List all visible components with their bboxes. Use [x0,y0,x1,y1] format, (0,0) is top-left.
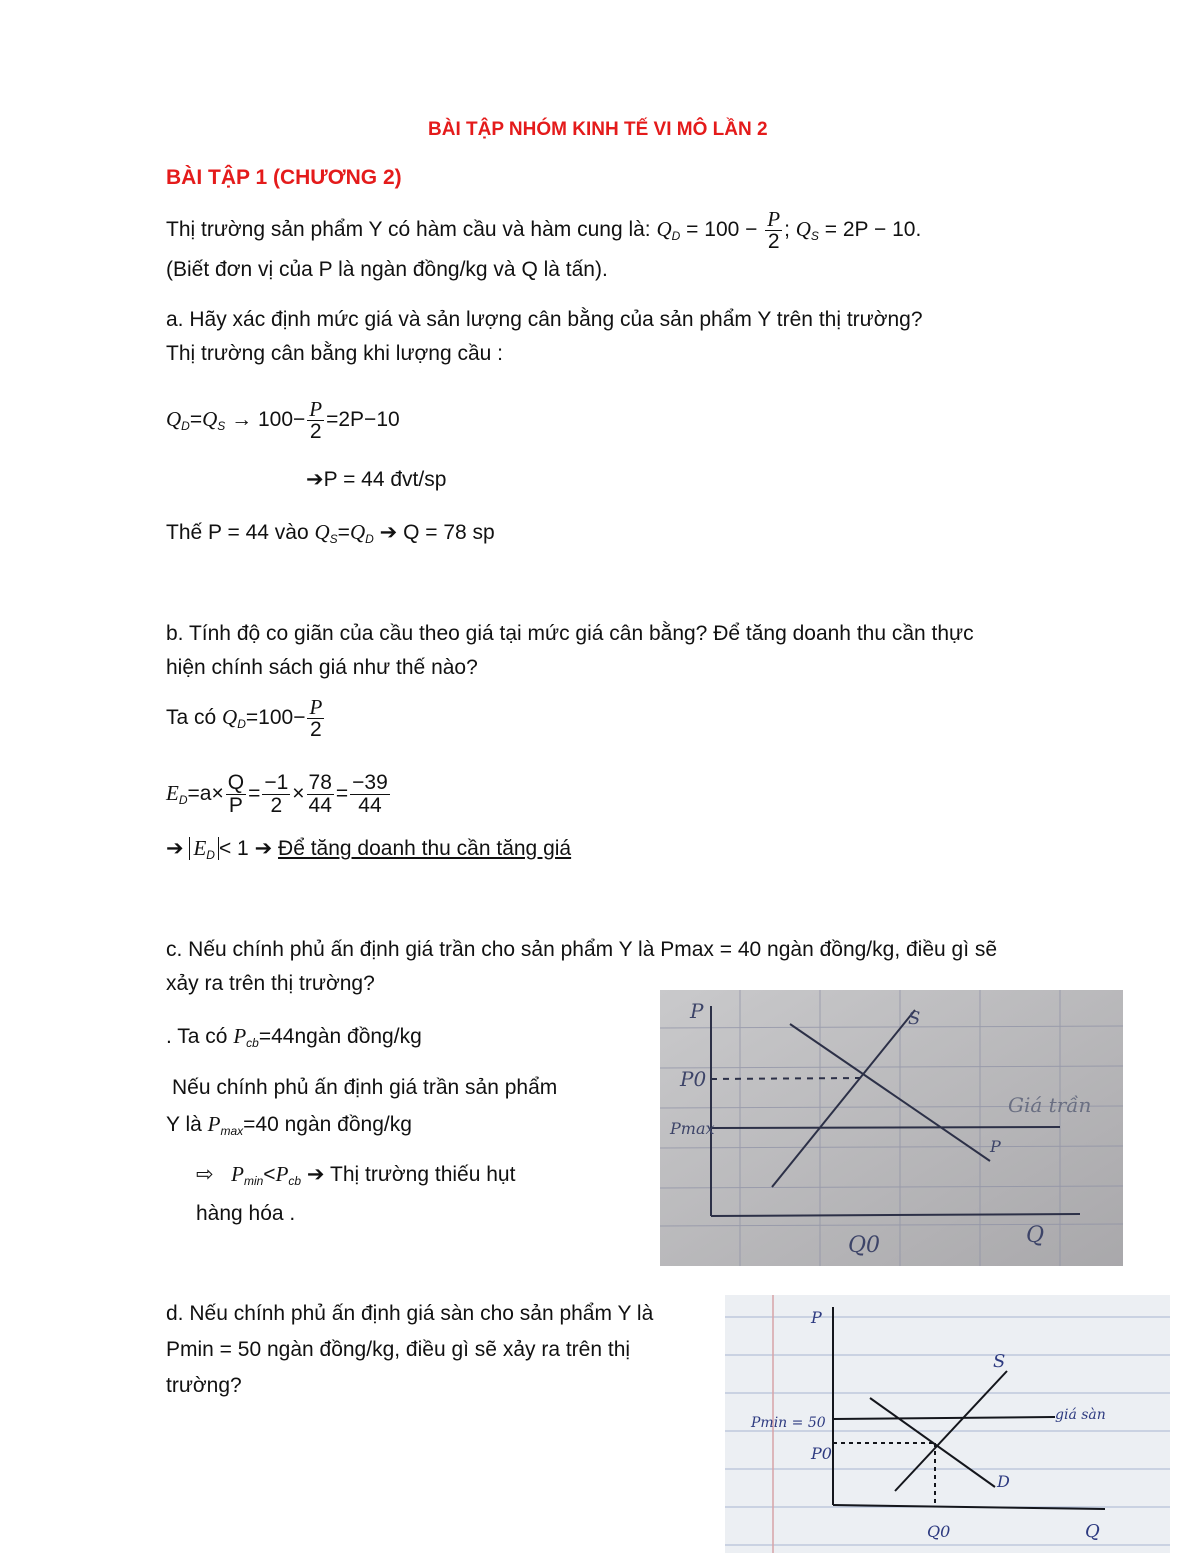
supply-label: S [993,1351,1006,1372]
frac-den: 2 [309,420,322,443]
q-axis-label: Q [1026,1223,1045,1248]
qd-sub: D [237,717,246,732]
pmax-sub: max [220,1124,244,1138]
abs-ed [189,837,219,860]
p0-label: P0 [811,1444,832,1463]
frac-den: 44 [358,794,382,817]
frac-den: 2 [310,718,322,741]
arrow-icon: ➔ [306,468,324,491]
p0-label: P0 [680,1067,707,1091]
q0-label: Q0 [848,1233,881,1258]
p-axis-label: P [811,1308,822,1327]
c-line-b [166,1110,412,1145]
qd-sub: D [181,419,190,434]
hollow-arrow-icon: ⇨ [196,1163,214,1186]
a-sub-prefix: Thế P = 44 vào [166,521,309,544]
supply-label: S [908,1008,921,1029]
b-conclusion: Để tăng doanh thu cần tăng giá [278,837,572,860]
question-a: a. Hãy xác định mức giá và sản lượng cân bằng của sản phẩm Y trên thị trường? [166,308,923,331]
frac-den: 2 [767,230,780,253]
pmin-label: Pmin = 50 [751,1415,826,1431]
qd-symbol: Q [222,705,238,730]
qd-symbol: Q [656,217,672,242]
floor-note: giá sàn [1055,1407,1106,1423]
c-line-b-pre: Y là [166,1113,202,1136]
c-line-b-val: =40 ngàn đồng/kg [243,1113,412,1136]
price-floor-photo [725,1295,1170,1553]
demand-label: P [990,1137,1001,1156]
question-d-3: trường? [166,1374,242,1397]
qd-sub: D [671,229,681,244]
pmax-symbol: P [207,1112,221,1136]
question-c-1: c. Nếu chính phủ ấn định giá trần cho sản phẩm Y là Pmax = 40 ngàn đồng/kg, điều gì sẽ [166,938,998,961]
frac-num: P [767,207,781,231]
a-substitution [166,518,495,553]
q-axis-label: Q [1085,1521,1100,1542]
a-result [306,466,446,494]
question-b-2: hiện chính sách giá như thế nào? [166,656,478,679]
e-symbol: E [166,781,179,806]
p-axis-label: P [690,999,704,1023]
qd-symbol: Q [166,407,182,432]
a-equation [166,398,400,443]
q0-label: Q0 [927,1522,951,1541]
frac-num: P [309,397,323,421]
c-ta-co: . Ta có [166,1025,228,1048]
c-pcb-val: =44ngàn đồng/kg [258,1025,422,1048]
question-b-1: b. Tính độ co giãn của cầu theo giá tại mức giá cân bằng? Để tăng doanh thu cần thực [166,622,974,645]
c-pcb-line [166,1022,422,1057]
frac-num: Q [227,771,245,794]
pmin-sub: min [243,1174,264,1188]
e-sub: D [206,848,215,862]
p-over-2-fraction [307,398,324,443]
a-result-text: P = 44 đvt/sp [323,468,447,491]
demand-label: D [997,1472,1010,1491]
neg1-over-2-fraction [262,772,290,817]
intro-prefix: Thị trường sản phẩm Y có hàm cầu và hàm cung là: [166,218,651,242]
qs-symbol: Q [795,217,811,242]
p-over-2-fraction [765,208,782,253]
p-over-2-fraction [307,696,324,741]
b-elast-mid: =a× [187,782,224,806]
c-line-a: Nếu chính phủ ấn định giá trần sản phẩm [172,1076,558,1099]
c-conclusion-a: Thị trường thiếu hụt [330,1163,516,1186]
arrow-icon: ➔ [254,837,273,860]
qd-sub: D [365,532,374,546]
qd-symbol: Q [349,520,366,544]
pcb-sub: cb [246,1036,259,1050]
pmax-label: Pmax [670,1119,715,1138]
ceiling-line [711,1127,1060,1128]
unit-note: (Biết đơn vị của P là ngàn đồng/kg và Q là tấn). [166,258,608,281]
frac-den: 2 [270,794,283,817]
qs-sub: S [810,229,819,244]
question-c-2: xảy ra trên thị trường? [166,972,375,995]
pcb-symbol: P [233,1024,247,1048]
ceiling-note: Giá trần [1008,1093,1092,1117]
b-elasticity: $E_D=a\times$ $\frac{Q}{P}$ = $\frac{-1}{2}$ × $\frac{78}{44}$ = $\frac{-39}{44}$ [166,771,388,817]
exercise-heading: BÀI TẬP 1 (CHƯƠNG 2) [166,166,402,189]
price-floor-sketch [725,1295,1170,1553]
eq-sign: = [189,408,203,432]
question-d-2: Pmin = 50 ngàn đồng/kg, điều gì sẽ xảy ra trên thị [166,1338,631,1361]
qs-symbol: Q [314,520,330,544]
qs-sub: S [217,419,226,434]
pmin-symbol: P [231,1162,244,1186]
qs-sub: S [329,532,338,546]
arrow-icon: ➔ [379,521,398,544]
frac-den: P [228,794,243,817]
frac-num: −39 [352,771,388,794]
78-over-44-fraction [307,772,334,817]
price-ceiling-photo [660,990,1123,1266]
pcb-sub: cb [288,1174,302,1188]
b-demand [166,696,326,741]
qd-equation: = 100 − [686,218,758,242]
eq-sign: = [337,521,350,544]
q-over-p-fraction [226,772,246,817]
frac-num: 78 [308,771,332,794]
e-sub: D [178,793,188,808]
arrow-icon: ➔ [166,837,184,860]
eq-right: =2P−10 [326,408,400,432]
a-line1: Thị trường cân bằng khi lượng cầu : [166,342,503,365]
eq-mid: → 100− [231,408,306,432]
c-conclusion-line: ⇨ $P_{min}<P_{cb}$ ➔ Thị trường thiếu hụt [196,1162,516,1188]
c-conclusion-b: hàng hóa . [196,1202,296,1225]
frac-num: −1 [264,771,289,794]
price-ceiling-sketch [660,990,1123,1266]
a-sub-result: Q = 78 sp [403,521,495,544]
pcb-symbol: P [275,1162,289,1186]
doc-title: BÀI TẬP NHÓM KINH TẾ VI MÔ LẦN 2 [428,119,768,140]
arrow-icon: ➔ [306,1163,325,1186]
frac-den: 44 [308,794,332,817]
b-eq: =100− [245,706,306,730]
neg39-over-44-fraction [350,772,390,817]
b-conclusion-line [166,834,571,869]
qs-equation: = 2P − 10. [824,218,922,242]
question-d-1: d. Nếu chính phủ ấn định giá sàn cho sản phẩm Y là [166,1302,654,1325]
intro-line: Thị trường sản phẩm Y có hàm cầu và hàm cung là: $Q_D = 100$ − $\frac{P}{2}$ ; $Q_S = 2P - 10$. [166,207,922,253]
e-symbol: E [193,836,207,860]
lt-one: < 1 [218,837,249,860]
frac-num: P [309,695,323,719]
b-ta-co: Ta có [166,706,217,730]
qs-symbol: Q [202,407,218,432]
